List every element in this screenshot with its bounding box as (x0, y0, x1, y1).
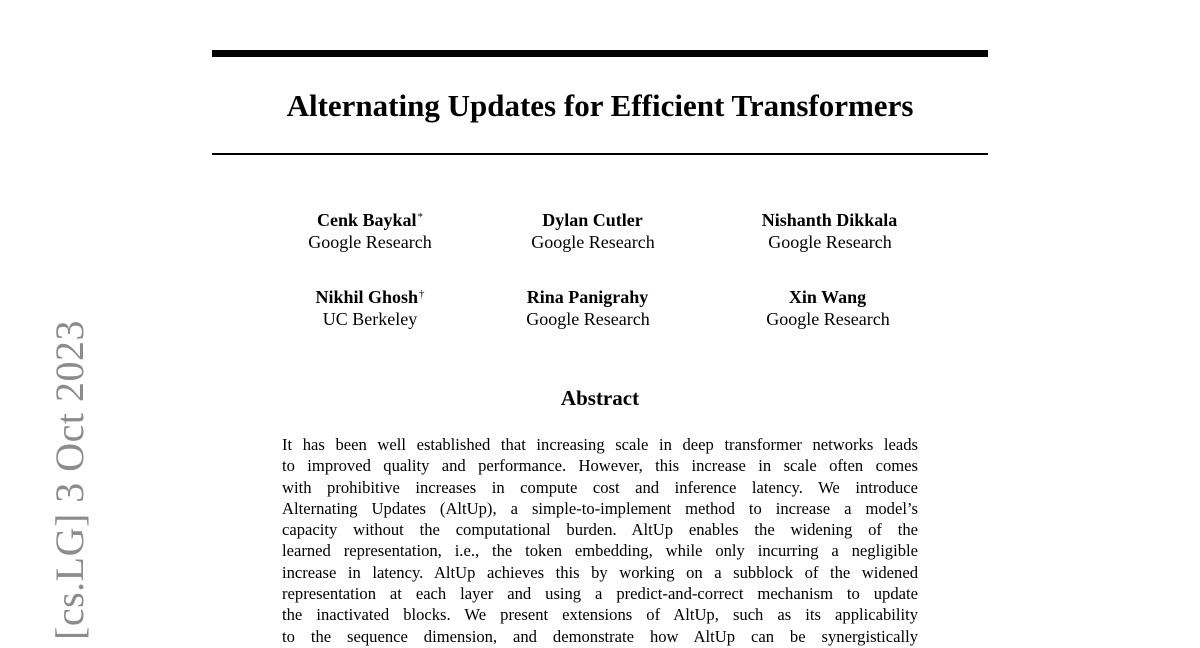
abstract-line: capacity without the computational burden. AltUp enables the widening of the (282, 520, 918, 540)
author-name: Nishanth Dikkala (761, 210, 898, 230)
author-block (478, 286, 698, 330)
author-name: Cenk Baykal* (316, 210, 424, 230)
abstract-line: with prohibitive increases in compute cost and inference latency. We introduce (282, 477, 918, 497)
abstract-line: increase in latency. AltUp achieves this by working on a subblock of the widened (282, 562, 918, 582)
author-affiliation: Google Research (768, 232, 892, 252)
abstract-line: to improved quality and performance. However, this increase in scale often comes (282, 456, 918, 476)
title-bottom-rule (212, 153, 988, 155)
abstract-body (282, 434, 918, 647)
author-affiliation: Google Research (308, 232, 432, 252)
author-affiliation: Google Research (531, 232, 655, 252)
abstract-line: It has been well established that increasing scale in deep transformer networks leads (282, 435, 918, 454)
author-footnote-mark: † (419, 288, 425, 300)
abstract-line: learned representation, i.e., the token embedding, while only incurring a negligible (282, 541, 918, 561)
author-block (483, 209, 703, 253)
author-name: Nikhil Ghosh† (315, 287, 425, 307)
title-top-rule (212, 50, 988, 57)
author-block (260, 209, 480, 253)
author-name: Dylan Cutler (542, 210, 643, 230)
author-name: Xin Wang (788, 287, 867, 307)
abstract-line: the inactivated blocks. We present extensions of AltUp, such as its applicability (282, 605, 918, 625)
author-footnote-mark: * (417, 211, 424, 223)
author-affiliation: Google Research (526, 309, 650, 329)
paper-title: Alternating Updates for Efficient Transformers (286, 88, 914, 123)
abstract-heading: Abstract (560, 386, 640, 410)
arxiv-stamp: [cs.LG] 3 Oct 2023 (47, 319, 92, 640)
author-block (260, 286, 480, 330)
author-affiliation: Google Research (766, 309, 890, 329)
author-block (718, 286, 938, 330)
author-block (720, 209, 940, 253)
abstract-line: representation at each layer and using a predict-and-correct mechanism to update (282, 584, 918, 604)
abstract-line: Alternating Updates (AltUp), a simple-to-implement method to increase a model’s (282, 498, 918, 518)
author-affiliation: UC Berkeley (322, 309, 418, 329)
author-name: Rina Panigrahy (526, 287, 649, 307)
abstract-line: to the sequence dimension, and demonstrate how AltUp can be synergistically (282, 626, 918, 646)
